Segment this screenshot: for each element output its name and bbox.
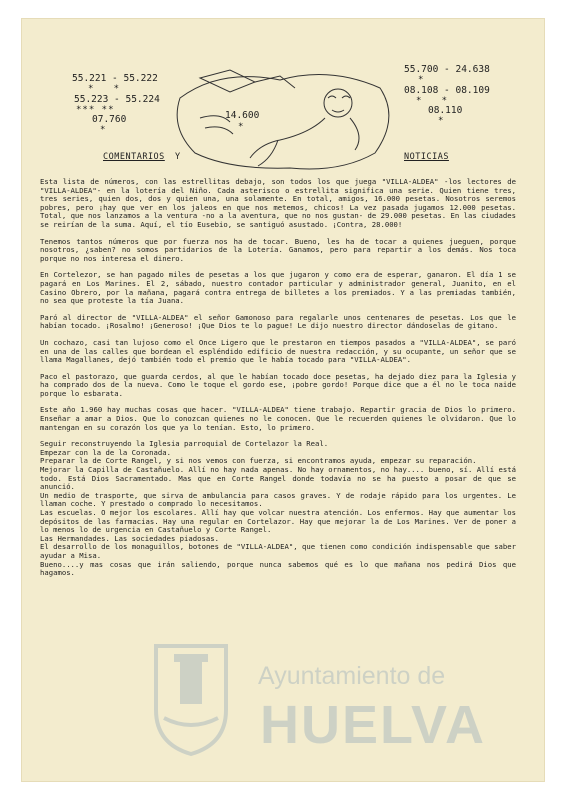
lottery-number-right-1: 55.700 - 24.638 bbox=[404, 64, 490, 75]
series-stars-center: * bbox=[238, 122, 245, 132]
lottery-number-right-2: 08.108 - 08.109 bbox=[404, 85, 490, 96]
lottery-number-left-1: 55.221 - 55.222 bbox=[72, 73, 158, 84]
paragraph-many-numbers: Tenemos tantos números que por fuerza nos ha de tocar. Bueno, les ha de tocar a quienes jueguen, porque nosotros, ¿saben? no somos partidarios de la Lotería. Ganamos, pero para repartir a los demás. Nos toca porque no nos interesa el dinero. bbox=[40, 236, 516, 263]
paragraph-year-1960: Este año 1.960 hay muchas cosas que hacer. "VILLA-ALDEA" tiene trabajo. Repartir gracia de Dios lo primero. Enseñar a amar a Dios. Que lo conozcan quienes no le conocen. Que le recuerden quienes le olvidaron. Que lo mantengan en su corazón los que ya lo tenían. Esto, lo primero. bbox=[40, 405, 516, 432]
paragraph-cochazo: Un cochazo, casi tan lujoso como el Once Ligero que le prestaron en tiempos pasados a "VILLA-ALDEA", se paró en una de las calles que bordean el espléndido edificio de nuestra redacción, y su ocupante, un señor que se llama Magallanes, dejó también todo el premio que le había tocado para "VILLA-ALDEA". bbox=[40, 337, 516, 365]
series-stars-right-2: * * bbox=[416, 96, 449, 106]
coat-of-arms-icon bbox=[150, 640, 232, 758]
series-stars-left-3: * bbox=[100, 125, 107, 135]
ayuntamiento-huelva-watermark bbox=[150, 640, 490, 770]
series-stars-left-1: * * bbox=[88, 84, 121, 94]
lottery-number-center: 14.600 bbox=[225, 110, 260, 121]
paragraph-paco-pastorazo: Paco el pastorazo, que guarda cerdos, al que le habían tocado doce pesetas, ha dejado diez para la Iglesia y ha comprado dos de la nueva. Como le toque el gordo ese, ¡pobre gordo! Porque dice que a él no le toca naide porque lo esbarata. bbox=[40, 371, 516, 398]
lottery-number-left-2: 55.223 - 55.224 bbox=[74, 94, 160, 105]
heading-y: Y bbox=[175, 152, 181, 162]
paragraph-lottery-list: Esta lista de números, con las estrellitas debajo, son todos los que juega "VILLA-ALDEA" -los lectores de "VILLA-ALDEA"- en la lotería del Niño. Cada asterisco o estrellita significa una serie. Quien tiene tres, tres series, quien dos, dos y quien una, una solamente. En total, amigos, 16.000 pesetas. Nosotros seremos pobres, pero ¡hay que ver en los jaleos en que nos metemos, chicos! La vez pasada jugamos 12.000 pesetas. Total, que nos lanzamos a la ventura -no a la aventura, que no nos gustan- de 29.000 pesetas. En las ciudades se reirían de la suma. Aquí, el tío Eusebio, se santiguó asustado. ¡Contra, 28.000! bbox=[40, 177, 516, 229]
article-body bbox=[40, 178, 516, 586]
lottery-number-right-single: 08.110 bbox=[428, 105, 463, 116]
watermark-line-1: Ayuntamiento de bbox=[258, 662, 446, 690]
watermark-line-2: HUELVA bbox=[260, 695, 486, 755]
lottery-drawing-illustration bbox=[160, 58, 410, 178]
heading-noticias: NOTICIAS bbox=[404, 152, 449, 162]
series-stars-right-3: * bbox=[438, 116, 445, 126]
series-stars-right-1: * bbox=[418, 75, 425, 85]
series-stars-left-2: *** ** bbox=[76, 105, 115, 115]
lottery-number-left-single: 07.760 bbox=[92, 114, 127, 125]
paragraph-cortelazor-payments: En Cortelezor, se han pagado miles de pesetas a los que jugaron y como era de esperar, ganaron. El día 1 se pagará en Los Marines. El 2, sábado, nuestro contador particular y administrador general, Juanito, en el Casino Obrero, por la mañana, pagará contra entrega de billetes a los premiados. Y a las premiadas también, no sea que proteste la tía Juana. bbox=[40, 270, 516, 306]
paragraph-gamonoso: Paró al director de "VILLA-ALDEA" el señor Gamonoso para regalarle unos centenares de pesetas. Los que le habían tocado. ¡Rosalmo! ¡Generoso! ¡Que Dios te lo pague! Le dijo nuestro director dándoselas de gitano. bbox=[40, 312, 516, 331]
heading-comentarios: COMENTARIOS bbox=[103, 152, 165, 162]
paragraph-plans-list: Seguir reconstruyendo la Iglesia parroquial de Cortelazor la Real. Empezar con la de la Coronada. Preparar la de Corte Rangel, y si nos vemos con fuerza, si encontramos ayuda, empezar su reparación. Mejorar la Capilla de Castañuelo. Allí no hay nada apenas. No hay ornamentos, no hay.... bueno, sí. Allí está todo. Está Dios Sacramentado. Mas que en Corte Rangel donde todavía no se ha puesto a posar de que se anunció. Un medio de trasporte, que sirva de ambulancia para casos graves. Y de rodaje rápido para los urgentes. Le llaman coche. Y prestado o comprado lo necesitamos. Las escuelas. O mejor los escolares. Allí hay que volcar nuestra atención. Los enfermos. Hay que aumentar los depósitos de las farmacias. Hay una regular en Cortelazor. Hay que mejorar la de Los Marines. Ver de poner a lo menos lo de urgencia en Castañuelo y Corte Rangel. Las Hermandades. Las sociedades piadosas. El desarrollo de los monaguillos, botones de "VILLA-ALDEA", que tienen como condición indispensable que saber ayudar a Misa. Bueno....y mas cosas que irán saliendo, porque nunca sabemos qué es lo que mañana nos pedirá Dios que hagamos. bbox=[40, 439, 516, 578]
